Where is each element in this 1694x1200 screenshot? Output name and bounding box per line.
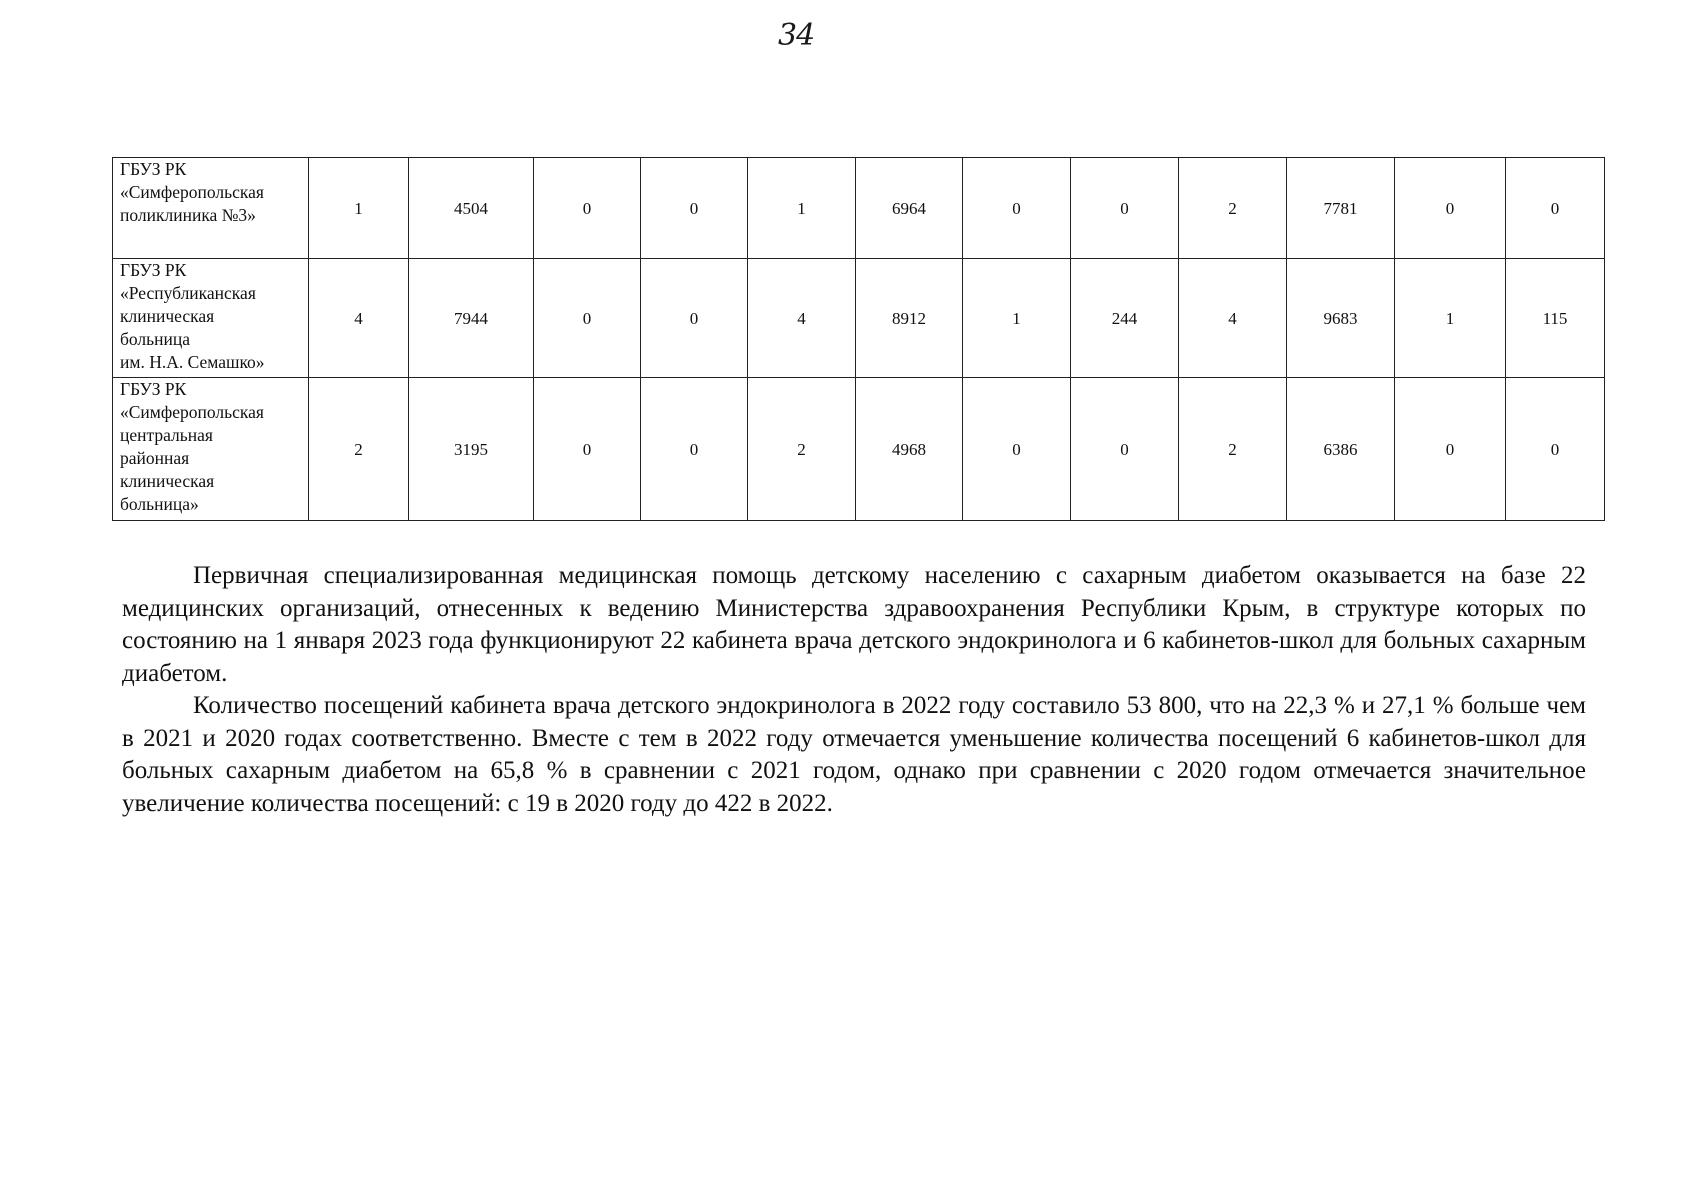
organization-line: клиническая — [120, 306, 215, 326]
table-cell: 7944 — [409, 259, 534, 378]
organization-line: больница» — [120, 494, 199, 514]
table-cell: 6964 — [856, 158, 963, 259]
table-cell: 0 — [1395, 378, 1506, 521]
table-cell: 4 — [309, 259, 409, 378]
table-cell: 1 — [1395, 259, 1506, 378]
table-row — [113, 158, 1605, 259]
paragraph: Первичная специализированная медицинская помощь детскому населению с сахарным диабетом оказывается на базе 22 медицинских организаций, отнесенных к ведению Министерства здравоохранения Республики Крым, в структуре которых по состоянию на 1 января 2023 года функционируют 22 кабинета врача детского эндокринолога и 6 кабинетов-школ для больных сахарным диабетом. — [122, 562, 1586, 687]
organization-line: ГБУЗ РК — [120, 159, 187, 179]
table-cell: 4 — [748, 259, 856, 378]
organization-cell — [113, 158, 309, 259]
organization-cell — [113, 378, 309, 521]
table-cell: 2 — [748, 378, 856, 521]
organization-cell — [113, 259, 309, 378]
paragraph: Количество посещений кабинета врача детского эндокринолога в 2022 году составило 53 800, что на 22,3 % и 27,1 % больше чем в 2021 и 2020 годах соответственно. Вместе с тем в 2022 году отмечается уменьшение количества посещений 6 кабинетов-школ для больных сахарным диабетом на 65,8 % в сравнении с 2021 годом, однако при сравнении с 2020 годом отмечается значительное увеличение количества посещений: с 19 в 2020 году до 422 в 2022. — [122, 692, 1586, 817]
table-cell: 4504 — [409, 158, 534, 259]
organization-line: центральная — [120, 425, 213, 445]
organization-line: ГБУЗ РК — [120, 260, 187, 280]
organization-line: поликлиника №3» — [120, 205, 256, 225]
table-cell: 0 — [963, 158, 1071, 259]
table-cell: 1 — [748, 158, 856, 259]
statistics-table — [112, 157, 1605, 521]
table-cell: 0 — [641, 378, 748, 521]
table-cell: 115 — [1506, 259, 1605, 378]
organization-line: «Симферопольская — [120, 402, 264, 422]
table-cell: 0 — [641, 158, 748, 259]
table-cell: 0 — [641, 259, 748, 378]
table-cell: 0 — [963, 378, 1071, 521]
table-cell: 0 — [1506, 158, 1605, 259]
table-cell: 7781 — [1287, 158, 1395, 259]
organization-line: больница — [120, 329, 190, 349]
table-cell: 244 — [1071, 259, 1179, 378]
table-cell: 9683 — [1287, 259, 1395, 378]
body-text — [122, 560, 1586, 820]
table-cell: 8912 — [856, 259, 963, 378]
table-cell: 0 — [1071, 378, 1179, 521]
organization-line: им. Н.А. Семашко» — [120, 352, 265, 372]
table-cell: 0 — [1395, 158, 1506, 259]
table-cell: 4968 — [856, 378, 963, 521]
organization-line: клиническая — [120, 471, 215, 491]
table-cell: 2 — [1179, 378, 1287, 521]
table-cell: 2 — [1179, 158, 1287, 259]
table-cell: 0 — [1071, 158, 1179, 259]
table-cell: 3195 — [409, 378, 534, 521]
table-cell: 0 — [534, 378, 641, 521]
table-cell: 1 — [963, 259, 1071, 378]
table-row — [113, 378, 1605, 521]
table-cell: 6386 — [1287, 378, 1395, 521]
table-cell: 0 — [534, 158, 641, 259]
page-number: 34 — [778, 18, 815, 53]
organization-line: «Симферопольская — [120, 182, 264, 202]
table-cell: 2 — [309, 378, 409, 521]
table-cell: 0 — [534, 259, 641, 378]
organization-line: «Республиканская — [120, 283, 256, 303]
organization-line: ГБУЗ РК — [120, 379, 187, 399]
organization-line: районная — [120, 448, 190, 468]
table-cell: 0 — [1506, 378, 1605, 521]
table-cell: 4 — [1179, 259, 1287, 378]
table-row — [113, 259, 1605, 378]
table-cell: 1 — [309, 158, 409, 259]
